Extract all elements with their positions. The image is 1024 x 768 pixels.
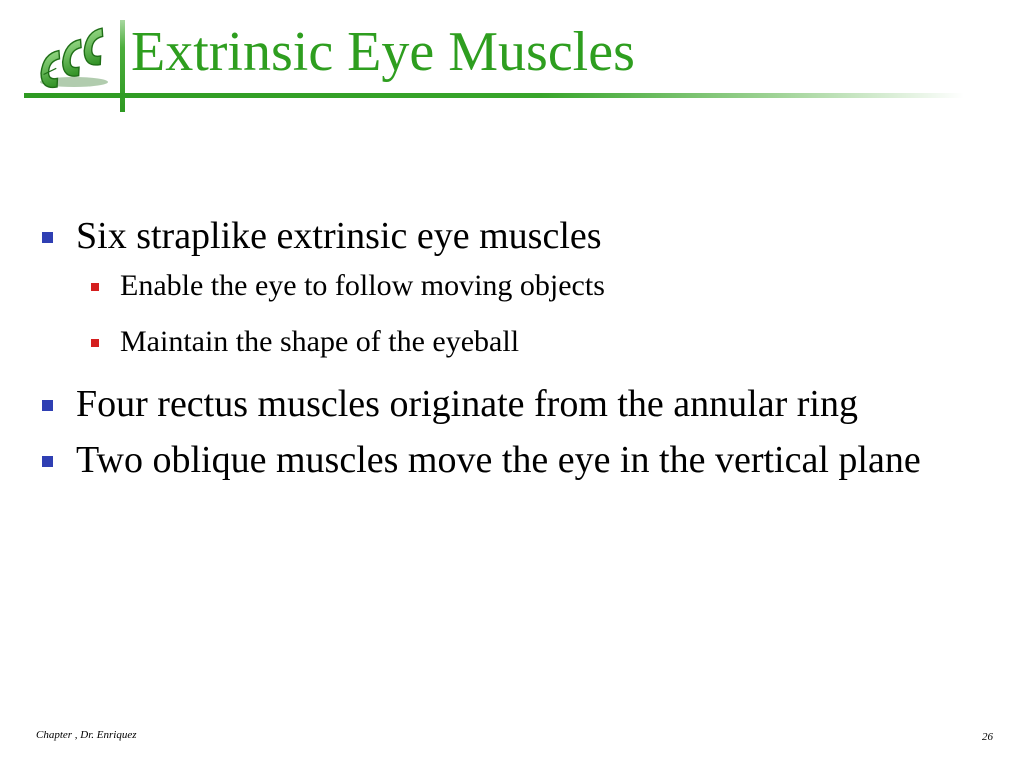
square-bullet-icon [91,339,99,347]
square-bullet-icon [42,400,53,411]
bullet-list [36,211,996,491]
footer-author: Chapter , Dr. Enriquez [36,729,137,741]
bullet-text: Six straplike extrinsic eye muscles [76,215,602,257]
bullet-text: Two oblique muscles move the eye in the vertical plane [76,439,921,481]
ecc-logo [32,26,118,90]
sub-bullet-item-1 [36,267,996,305]
bullet-text: Four rectus muscles originate from the annular ring [76,383,858,425]
bullet-item-1 [36,211,996,261]
title-horizontal-rule [24,93,964,98]
title-vertical-rule [120,20,125,112]
sub-bullet-text: Enable the eye to follow moving objects [120,269,605,302]
sub-bullet-item-2 [36,323,996,361]
square-bullet-icon [42,456,53,467]
square-bullet-icon [42,232,53,243]
svg-text:ECC: ECC [32,26,34,27]
page-number: 26 [982,731,993,743]
bullet-item-3 [36,435,996,485]
square-bullet-icon [91,283,99,291]
sub-bullet-text: Maintain the shape of the eyeball [120,325,520,358]
bullet-item-2 [36,379,996,429]
slide-title: Extrinsic Eye Muscles [131,21,635,83]
